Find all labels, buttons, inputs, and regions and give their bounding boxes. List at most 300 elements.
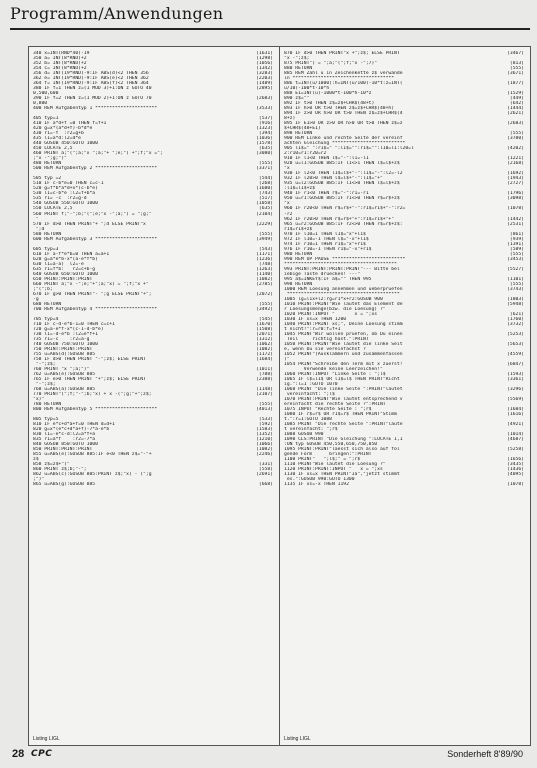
code-text: 830 l1=-e*c-d:l2=a*f+a — [33, 432, 96, 438]
code-text: 430 r1=-f :r2=g+b — [33, 131, 84, 137]
checksum: [3371] — [256, 166, 273, 172]
code-text: vereinfacht: ";l$ — [284, 392, 335, 398]
checksum: [2621] — [507, 111, 524, 117]
checksum: [635] — [258, 206, 273, 212]
code-text: 970 IF l10=1 THEN l1$="x"+l1$ — [284, 231, 366, 237]
checksum: [3467] — [507, 51, 524, 56]
checksum: [668] — [258, 482, 273, 488]
code-text: 640 GOSUB 650:GOTO 1000 — [33, 271, 98, 277]
code-text: t vereinfacht: ";r$ — [284, 427, 338, 433]
code-text: 340 x=INT(RND*40)-19 — [33, 51, 90, 56]
code-text: 505 typ =2 — [33, 176, 62, 182]
checksum: [1684] — [507, 407, 524, 413]
code-text: 886 t=INT(u/1000):h=INT(u/100)-10*t:z=INT( — [284, 81, 403, 87]
checksum: [1342] — [256, 66, 273, 72]
code-text: 950 u=r1:GOSUB 885:IF r1<>0 THEN r$=r$+z$ — [284, 196, 400, 202]
code-text: "-";z$; — [33, 382, 56, 388]
checksum: [543] — [258, 246, 273, 252]
code-text: 892 IF t>0 THEN z$=z$+CHR$(48+t) — [284, 101, 375, 107]
checksum: [642] — [509, 101, 524, 107]
code-text: **************************************** — [284, 291, 400, 297]
checksum: [621] — [509, 311, 524, 317]
code-text: r1$=r1$+z$ — [284, 226, 313, 232]
code-text: 750 PRINT:PRINT:PRINT — [33, 346, 93, 352]
code-text: 670 IF g>0 THEN PRINT"- ";g ELSE PRINT"+"; — [33, 291, 152, 297]
code-text: ;"x -";g;")" — [33, 156, 67, 162]
checksum: [2727] — [507, 181, 524, 187]
checksum: [555] — [509, 131, 524, 137]
checksum: [1056] — [256, 61, 273, 67]
code-text: 560 PRINT f;"-";b;"(";e;"x -";a;") = ";g;" — [33, 211, 152, 217]
code-text: 780 RETURN — [33, 402, 62, 408]
checksum: [1172] — [256, 351, 273, 357]
code-text: 768 u=ABS(a):GOSUB 885 — [33, 387, 96, 393]
checksum: [5527] — [507, 266, 524, 272]
checksum: [4687] — [507, 437, 524, 443]
code-text: 610 IF a-f*e*b=0 THEN a=a+1 — [33, 251, 110, 257]
code-text: r Loesungsmenge(bzw. die Loesung) ?" — [284, 306, 386, 312]
code-text: 972 IF l10=-1 THEN l$="-x"+l1$ — [284, 236, 369, 242]
checksum: [2071] — [256, 331, 273, 337]
checksum: [788] — [258, 372, 273, 377]
code-text: 705 typ=4 — [33, 316, 59, 322]
code-text: es.":GOSUB 990:GOTO 1300 — [284, 477, 355, 483]
checksum: [4921] — [507, 422, 524, 428]
checksum: [1101] — [507, 276, 524, 282]
code-text: 510 IF c-b*e=0 THEN c=c-1 — [33, 181, 104, 187]
code-text: 550 LOCATE 2,5 — [33, 206, 73, 212]
code-text: 800 REM Aufgabentyp 5 ********************** — [33, 407, 158, 413]
code-text: 535 r1= -c :r2=g-d — [33, 196, 87, 202]
code-text: 758 IF d>0 THEN PRINT "-";z$; ELSE PRINT — [33, 356, 146, 362]
checksum: [1616] — [507, 412, 524, 418]
checksum: [1508] — [256, 326, 273, 332]
checksum: [1489] — [256, 81, 273, 87]
listing-frame-left — [28, 46, 280, 746]
code-text: 630 l1=a-a) l2=-e — [33, 261, 84, 267]
checksum: [555] — [258, 402, 273, 408]
code-text: 1030 IF xs=x THEN 1200 — [284, 316, 347, 322]
code-text: 870 IF d>0 THEN PRINT"x +";z$; ELSE PRINT — [284, 51, 400, 56]
checksum: [2895] — [256, 86, 273, 92]
checksum: [2104] — [256, 211, 273, 217]
checksum: [2246] — [256, 452, 273, 458]
code-text: achten Gleichung ************************** — [284, 141, 406, 147]
code-text: 894 IF z>0 OR h>0 OR t>0 THEN z$=z$+CHR$(4 — [284, 111, 403, 117]
code-line — [33, 307, 275, 312]
checksum: [1436] — [507, 467, 524, 473]
code-text: 400 REM Aufgabentyp 1 ********************** — [33, 106, 158, 112]
code-text: 1110 PRINT"Wie lautet die Loesung ?" — [284, 462, 386, 468]
code-text: 760 PRINT "x ";a;")" — [33, 366, 90, 372]
code-text: gende Form bringen:":PRINT — [284, 452, 372, 458]
code-text: 1040 PRINT:PRINT xs;", Deine Loesung stimm — [284, 321, 403, 327]
code-text: 890 z$="" — [284, 96, 310, 102]
checksum: [1082] — [256, 276, 273, 282]
listing-label: Listing LIGL — [33, 736, 60, 742]
code-text: 420 g=x*(a*d+f)-b*d*e — [33, 126, 93, 132]
code-text: 680 RETURN — [33, 301, 62, 307]
code-text: 888 E1=INT(u)-1000*t-100*h-10*z — [284, 91, 372, 97]
checksum: [3080] — [256, 151, 273, 157]
code-text: 635 r1=f*b: r2=c+b-g — [33, 266, 96, 272]
checksum: [394] — [258, 131, 273, 137]
code-text: **************************************** — [284, 261, 397, 267]
checksum: [1236] — [256, 256, 273, 262]
checksum: [1036] — [256, 136, 273, 142]
code-text: 1120 PRINT:PRINT:INPUT " x = ";xs — [284, 467, 383, 473]
code-text: 898 RETURN — [284, 131, 313, 137]
code-text: 1085 PRINT "Die rechte Seite ":PRINT"laute — [284, 422, 403, 428]
code-text: 905 l1$=" ":r1$=" ":l1$="":r1$="":l10=l1:l20=l — [284, 146, 414, 152]
code-text: 960 IF r20<0 THEN r$=r$+"-":r1$=r1$+"-":r2= — [284, 206, 406, 212]
listing-right-column — [284, 51, 526, 487]
checksum: [1298] — [256, 56, 273, 62]
checksum: [939] — [509, 236, 524, 242]
code-text: 962 IF r20>0 THEN r$=r$+"+":r1$=r1$+"+" — [284, 216, 395, 222]
checksum: [2388] — [256, 377, 273, 383]
checksum: [555] — [509, 281, 524, 287]
checksum: [1670] — [256, 321, 273, 327]
checksum: [2785] — [256, 281, 273, 287]
code-text: 1070 PRINT:PRINT"Wie lautet entsprechend v — [284, 397, 403, 403]
code-text: 1080 IF r$=r$ OR r1$=r$ THEN PRINT"Stimm — [284, 412, 397, 418]
checksum: [1066] — [256, 442, 273, 448]
checksum: [6847] — [507, 361, 524, 367]
checksum: [1803] — [507, 296, 524, 302]
checksum: [748] — [258, 261, 273, 267]
checksum: [3453] — [507, 256, 524, 262]
listing-frame-right — [279, 46, 531, 746]
checksum: [1078] — [507, 206, 524, 212]
code-text: 605 typ=3 — [33, 246, 59, 252]
code-text: 995 a$=INKEY$:IF a$="" THEN 995 — [284, 276, 372, 282]
checksum: [1656] — [507, 457, 524, 463]
code-text: 1060 PRINT:INPUT "Linke Seite : ";l$ — [284, 372, 386, 377]
checksum: [517] — [258, 196, 273, 202]
code-text: 350 a= INT(8*RND)+2 — [33, 56, 87, 62]
checksum: [1263] — [256, 266, 273, 272]
code-text: 770 PRINT"(";f;"-";b;"x) + x -(";g;"+";z$; — [33, 392, 152, 398]
code-text: 1045 PRINT"Wir wollen pruefen, ob Du einen — [284, 331, 403, 337]
code-text: $+CHR$(48+E1) — [284, 126, 321, 132]
code-line — [33, 166, 275, 171]
code-text: 910 IF l1<0 THEN l$="-":l1=-l1 — [284, 156, 369, 162]
code-text: 885 REM Zahl u in Zeichenkette z$ verwande — [284, 71, 403, 77]
checksum: [2168] — [507, 161, 524, 167]
checksum: [2203] — [256, 76, 273, 82]
code-text: 1135 IF xs=-x THEN 1192 — [284, 482, 349, 488]
code-text: 530 l1=c-b*e :l2=f+b*a — [33, 191, 96, 197]
page-number: 28 — [12, 748, 25, 760]
checksum: [268] — [258, 181, 273, 187]
code-text: 805 typ=5 — [33, 417, 59, 423]
code-text: "x — [284, 166, 290, 172]
code-text: " — [33, 216, 39, 222]
checksum: [1058] — [256, 201, 273, 207]
code-text: 1095 PRINT:PRINT"laesst sich also auf fol — [284, 447, 400, 453]
code-text: t nicht!":r=r0:f=f+1 — [284, 326, 341, 332]
code-text: 1050 PRINT:PRINT"Wie lautet die linke Seit — [284, 341, 403, 347]
checksum: [589] — [509, 246, 524, 252]
code-text: u/10)-100*t-10*h — [284, 86, 330, 92]
code-text: 1020 PRINT:INPUT " x = ";xs — [284, 311, 378, 317]
code-text: :ON typ GOSUB 450,550,650,750,850 — [284, 442, 378, 448]
checksum: [1760] — [507, 316, 524, 322]
code-text: 1100 PRINT" ";l$;" = ";r$ — [284, 457, 361, 463]
code-text: Teil richtig hast.":PRINT — [284, 336, 369, 342]
checksum: [2531] — [507, 221, 524, 227]
checksum: [1684] — [256, 356, 273, 362]
checksum: [555] — [509, 251, 524, 257]
checksum: [1011] — [256, 366, 273, 372]
code-text: 2:r10=r1:r20=r2 — [284, 151, 327, 157]
code-text: 976 IF r10=-1 THEN r1$="-x"+r1$ — [284, 246, 372, 252]
code-text: e, wenn Du sie vereinfachst ? — [284, 346, 366, 352]
checksum: [1323] — [256, 126, 273, 132]
checksum: [635] — [258, 146, 273, 152]
checksum: [1140] — [256, 271, 273, 277]
code-text: 356 d= INT(19*RND)-9:IF ABS(d)<2 THEN 356 — [33, 71, 149, 77]
code-text: 855 u=ABS(e):GOSUB 885:IF e<0 THEN z$="-"+ — [33, 452, 152, 458]
checksum: [4202] — [507, 146, 524, 152]
code-text: 1130 IF xs=x THEN PRINT"Ja","jetzt stimmt — [284, 472, 400, 478]
checksum: [1796] — [507, 191, 524, 197]
code-text: 380 IF f=1 THEN z=(1 MOD 3)+1:ON z GOTO 40 — [33, 86, 152, 92]
code-text: 600 REM Aufgabentyp 3 ********************** — [33, 236, 158, 242]
code-text: 940 IF r1<0 THEN r$="-":r1=-r1 — [284, 191, 369, 197]
code-text: 1054 PRINT"Schreibe den Term mit x zuerst! — [284, 361, 403, 367]
code-text: ig.":l=1 :GOTO 1070 — [284, 382, 338, 388]
code-text: 965 u=r2:GOSUB 885:IF r2<>0 THEN r$=r$+z$: — [284, 221, 403, 227]
code-line — [33, 106, 275, 111]
code-text: 354 c= INT(8*RND)+2 — [33, 66, 87, 72]
code-text: 895 IF E1>0 OR z>0 OR h>0 OR t>0 THEN z$=z — [284, 121, 403, 127]
checksum: [5948] — [507, 301, 524, 307]
checksum: [1062] — [256, 341, 273, 347]
checksum: [4559] — [507, 351, 524, 357]
checksum: [1877] — [507, 81, 524, 87]
code-text: 974 IF r10=1 THEN r1$="x"+r1$ — [284, 241, 366, 247]
checksum: [1312] — [256, 336, 273, 342]
code-text: "x)" — [33, 397, 45, 403]
checksum: [3949] — [256, 236, 273, 242]
code-text: -g — [33, 296, 39, 302]
code-text: 0,800 — [33, 101, 48, 107]
code-text: 932 IF l20>0 THEN l$=l$+"-":l1$="+" — [284, 176, 383, 182]
code-text: 435 l1=a*d:l2=d*e — [33, 136, 81, 142]
code-text: 460 PRINT a;"(";a;"x ";a;"+ ";e;") +";f;"x ="; — [33, 151, 163, 157]
code-text: 930 IF l2<0 THEN l1$=l$+"-":l1$="-":l2=-l2 — [284, 171, 403, 177]
code-text: 0,500,600 — [33, 91, 59, 97]
code-text: 410 IF a*d+f =0 THEN f=f+1 — [33, 121, 107, 127]
checksum: [5258] — [507, 447, 524, 453]
magazine-logo: CPC — [31, 749, 53, 759]
checksum: [331] — [258, 462, 273, 468]
checksum: [2107] — [256, 392, 273, 398]
checksum: [3435] — [507, 462, 524, 468]
checksum: [3296] — [507, 387, 524, 393]
checksum: [1692] — [507, 171, 524, 177]
code-text: 540 GOSUB 550:GOTO 1000 — [33, 201, 98, 207]
header-rule — [10, 28, 530, 30]
checksum: [3743] — [507, 286, 524, 292]
code-text: 1000 REM Loesung annehmen und ueberpruefen — [284, 286, 403, 292]
code-text: 900 REM Linke und rechte Seite der vereinf — [284, 136, 403, 142]
checksum: [3098] — [507, 196, 524, 202]
code-text: 990 REM UP PAUSE ************************** — [284, 256, 406, 262]
code-text: 762 u=ABS(e):GOSUB 885 — [33, 372, 96, 377]
code-text: ln ************************************ — [284, 76, 395, 82]
checksum: [2072] — [256, 291, 273, 297]
code-text: 850 PRINT:PRINT:PRINT — [33, 447, 93, 453]
code-text: 8+z) — [284, 116, 296, 122]
checksum: [555] — [258, 161, 273, 167]
code-text: 860 PRINT z$;b;"-"; — [33, 467, 87, 473]
checksum: [592] — [258, 422, 273, 428]
checksum: [4095] — [507, 472, 524, 478]
code-text: 570 IF d>0 THEN PRINT"+ ";d ELSE PRINT"x — [33, 221, 146, 227]
checksum: [555] — [258, 301, 273, 307]
checksum: [5653] — [507, 341, 524, 347]
code-text: 765 IF e>0 THEN PRINT "+";z$; ELSE PRINT — [33, 377, 146, 383]
checksum: [5253] — [507, 331, 524, 337]
checksum: [1352] — [256, 432, 273, 438]
code-text: 980 RETURN — [284, 251, 313, 257]
issue-label: Sonderheft 8'89/90 — [447, 749, 523, 759]
code-text: 820 g=x*(e*c+d*a+f)-7*a-e*b — [33, 427, 110, 433]
checksum: [2683] — [256, 96, 273, 102]
code-text: 935 u=l2:GOSUB 885:IF l1<>0 THEN l$=l$+z$ — [284, 181, 400, 187]
code-text: 740 GOSUB 750:GOTO 1000 — [33, 341, 98, 347]
code-text: )" — [284, 356, 290, 362]
checksum: [1583] — [256, 427, 273, 433]
code-text: ";d — [33, 226, 45, 232]
code-text: Verwende keine Leerzeichen!" — [284, 366, 383, 372]
checksum: [1593] — [507, 372, 524, 377]
checksum: [1442] — [507, 216, 524, 222]
code-text: 580 RETURN — [33, 231, 62, 237]
checksum: [1578] — [256, 141, 273, 147]
page-header: Programm/Anwendungen — [10, 4, 224, 23]
code-text: 893 IF h>0 OR t>0 THEN z$=z$+CHR$(48+h) — [284, 106, 395, 112]
code-text: iebige Taste druecken! ---" — [284, 271, 361, 277]
checksum: [5569] — [507, 397, 524, 403]
checksum: [3780] — [507, 136, 524, 142]
code-text: 993 PRINT:PRINT:PRINT:PRINT"--- Bitte bel — [284, 266, 400, 272]
checksum: [449] — [509, 96, 524, 102]
code-text: 390 IF f=2 THEN z=(1 MOD 2)+1:ON z GOTO 70 — [33, 96, 152, 102]
checksum: [537] — [258, 116, 273, 122]
code-text: 700 REM Aufgabentyp 4 ********************** — [33, 306, 158, 312]
checksum: [813] — [509, 61, 524, 67]
code-text: 440 GOSUB 450:GOTO 1000 — [33, 141, 98, 147]
code-text: :l1$=l1$+z$ — [284, 186, 316, 192]
checksum: [1171] — [256, 251, 273, 257]
checksum: [3492] — [256, 306, 273, 312]
code-text: z$ — [33, 457, 39, 463]
checksum: [545] — [258, 316, 273, 322]
code-text: 650 PRINT:PRINT:PRINT — [33, 276, 93, 282]
listing-left-column — [33, 51, 275, 487]
code-text: 835 r1=a*f :r2=-7*a — [33, 437, 96, 443]
code-text: 840 GOSUB 850:GOTO 1000 — [33, 442, 98, 448]
code-text: 875 PRINT") = ";a;"(";f;"x -";7)" — [284, 61, 378, 67]
code-text: 858 z$=z$+"(" — [33, 462, 70, 468]
code-text: 1088 GOSUB 990 — [284, 432, 324, 438]
checksum: [1631] — [256, 51, 273, 56]
code-text: 862 u=ABS(c):GOSUB 885:PRINT z$;"x) - (";g — [33, 472, 152, 478]
code-text: 1052 PRINT"(Ausklammern und zusammenfassen — [284, 351, 403, 357]
code-text: 720 g=a-e*f-x*(c-1-d-b*e) — [33, 326, 104, 332]
code-text: "x -";z$; — [284, 56, 310, 62]
checksum: [916] — [258, 121, 273, 127]
code-text: "-";z$; — [33, 361, 56, 367]
checksum: [3361] — [507, 377, 524, 383]
code-text: 520 g=f*b*a*d+x*(c-b*e) — [33, 186, 98, 192]
code-line — [33, 407, 275, 412]
code-text: 450 LOCATE 2,5 — [33, 146, 73, 152]
code-text: "x — [284, 201, 290, 207]
code-text: 620 g=a*e*b-x*(a-e*f*b) — [33, 256, 98, 262]
code-text: 1075 INPUT "Rechte Seite : ";r$ — [284, 407, 372, 413]
checksum: [3732] — [507, 321, 524, 327]
code-text: ;"(";b; — [33, 286, 53, 292]
checksum: [2683] — [507, 121, 524, 127]
code-text: 405 typ=1 — [33, 116, 59, 122]
code-text: 998 RETURN — [284, 281, 313, 287]
checksum: [1082] — [256, 447, 273, 453]
code-text: 660 PRINT a;"x -";e;"+";a;"x) = ";f;"x +" — [33, 281, 149, 287]
code-text: 1090 CLS:PRINT "Die Gleichung ":LOCATE 1,1 — [284, 437, 403, 443]
code-text: 1005 lg=l1x+l2:rg=r1*x+r2:GOSUB 900 — [284, 296, 383, 302]
checksum: [1943] — [507, 176, 524, 182]
code-text: 364 f= INT(19*RND)-9:IF ABS(f)<2 THEN 364 — [33, 81, 149, 87]
code-text: -r2 — [284, 211, 293, 217]
code-text: 352 b= INT(8*RND)+2 — [33, 61, 87, 67]
checksum: [3533] — [256, 106, 273, 112]
checksum: [1148] — [256, 387, 273, 393]
code-text: 810 IF e*c+d*a+f=0 THEN d=d+1 — [33, 422, 115, 428]
checksum: [3671] — [507, 71, 524, 77]
code-line — [284, 482, 526, 487]
checksum: [533] — [258, 417, 273, 423]
checksum: [1014] — [507, 432, 524, 438]
checksum: [1221] — [507, 156, 524, 162]
checksum: [3283] — [256, 71, 273, 77]
checksum: [1082] — [256, 346, 273, 352]
code-text: 1010 PRINT:PRINT"Wie lautet das Element de — [284, 301, 403, 307]
checksum: [2229] — [256, 221, 273, 227]
checksum: [861] — [509, 231, 524, 237]
code-line — [33, 237, 275, 242]
code-text: t.":r=1:GOTO 1088 — [284, 417, 332, 423]
checksum: [743] — [258, 191, 273, 197]
code-text: ;")" — [33, 477, 45, 483]
code-text: 730 l1=-d-e*b :l2=e*f+1 — [33, 331, 98, 337]
checksum: [1210] — [256, 437, 273, 443]
code-text: 710 IF c-d-e*b-1=0 THEN c=c+1 — [33, 321, 115, 327]
code-text: 735 r1=-c :r2=a-g — [33, 336, 90, 342]
code-text: 362 e= INT(19*RND)-9:IF ABS(e)<2 THEN 362 — [33, 76, 149, 82]
checksum: [558] — [258, 467, 273, 473]
code-text: 480 RETURN — [33, 161, 62, 167]
code-text: 920 u=l1:GOSUB 885:IF l1<>1 THEN l$=l$+z$ — [284, 161, 400, 167]
code-text: ereinfacht die rechte Seite ?":PRINT — [284, 402, 386, 408]
code-text: 865 u=ABS(g):GOSUB 885 — [33, 482, 96, 488]
checksum: [1078] — [507, 482, 524, 488]
checksum: [1444] — [507, 106, 524, 112]
